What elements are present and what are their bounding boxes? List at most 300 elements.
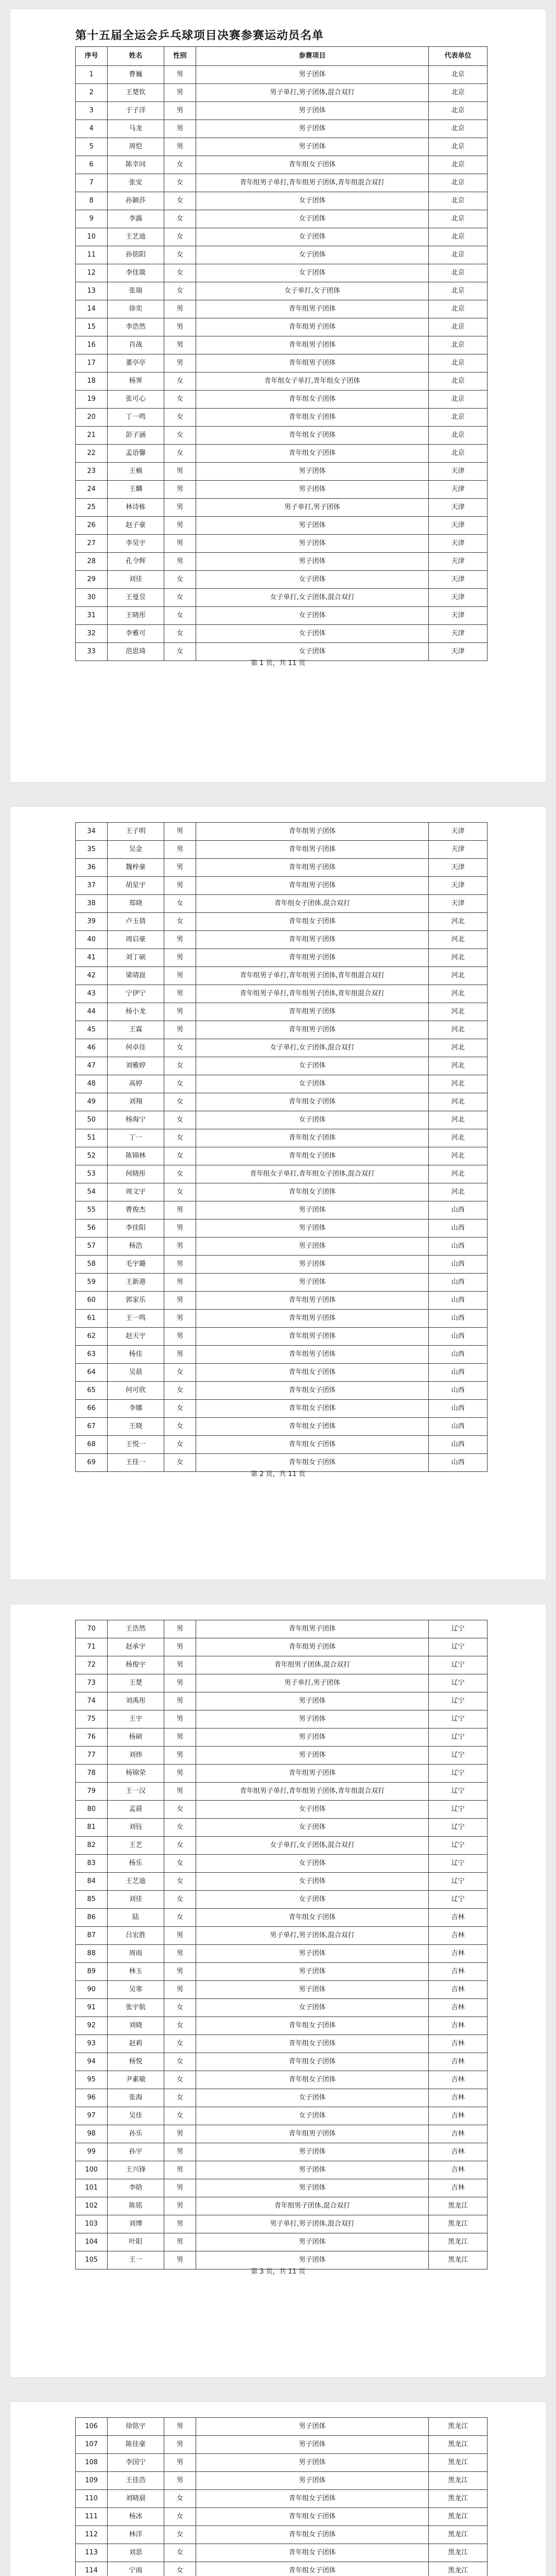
col-sex: 女 [164, 192, 196, 210]
col-events: 男子团体 [196, 2251, 429, 2269]
col-events: 男子团体 [196, 2454, 429, 2472]
col-number: 16 [76, 336, 108, 354]
document-page [10, 9, 546, 782]
col-sex: 女 [164, 246, 196, 264]
col-delegation: 辽宁 [429, 1891, 488, 1909]
col-delegation: 山西 [429, 1274, 488, 1292]
col-sex: 女 [164, 2053, 196, 2071]
col-events: 男子团体 [196, 481, 429, 499]
col-delegation: 北京 [429, 246, 488, 264]
col-name: 张宇航 [108, 1999, 164, 2017]
col-events: 青年组女子单打,青年组女子团体,混合双打 [196, 1165, 429, 1183]
col-events: 女子单打,女子团体,混合双打 [196, 1837, 429, 1855]
col-name: 刘禹彤 [108, 1692, 164, 1710]
col-number: 55 [76, 1201, 108, 1219]
col-delegation: 北京 [429, 138, 488, 156]
col-sex: 男 [164, 877, 196, 895]
column-header-events: 参赛项目 [196, 47, 429, 66]
col-events: 女子团体 [196, 2089, 429, 2107]
col-sex: 女 [164, 156, 196, 174]
col-delegation: 辽宁 [429, 1638, 488, 1656]
col-number: 114 [76, 2562, 108, 2576]
col-delegation: 辽宁 [429, 1819, 488, 1837]
col-events: 女子团体 [196, 210, 429, 228]
col-sex: 女 [164, 1111, 196, 1129]
column-header-sex: 性别 [164, 47, 196, 66]
col-number: 15 [76, 318, 108, 336]
col-sex: 男 [164, 2161, 196, 2179]
col-sex: 男 [164, 1783, 196, 1801]
col-number: 56 [76, 1219, 108, 1238]
col-sex: 男 [164, 1003, 196, 1021]
col-events: 女子单打,女子团体 [196, 282, 429, 300]
table-row [76, 120, 488, 138]
col-number: 29 [76, 571, 108, 589]
table-row [76, 913, 488, 931]
col-events: 青年组女子团体 [196, 409, 429, 427]
roster-table [75, 822, 488, 1472]
col-number: 107 [76, 2436, 108, 2454]
col-events: 男子团体 [196, 1728, 429, 1747]
col-number: 52 [76, 1147, 108, 1165]
table-row [76, 1400, 488, 1418]
col-sex: 女 [164, 282, 196, 300]
col-name: 王晓 [108, 1418, 164, 1436]
col-name: 杨冰 [108, 2508, 164, 2526]
col-events: 女子团体 [196, 1075, 429, 1093]
col-events: 男子团体 [196, 535, 429, 553]
col-name: 李晗 [108, 2179, 164, 2197]
col-number: 22 [76, 445, 108, 463]
col-name: 李佳阳 [108, 1219, 164, 1238]
col-sex: 男 [164, 967, 196, 985]
table-row [76, 2526, 488, 2544]
col-delegation: 黑龙江 [429, 2197, 488, 2215]
table-row [76, 2418, 488, 2436]
col-sex: 女 [164, 607, 196, 625]
col-delegation: 辽宁 [429, 1656, 488, 1674]
col-delegation: 河北 [429, 967, 488, 985]
col-delegation: 河北 [429, 1003, 488, 1021]
col-delegation: 黑龙江 [429, 2544, 488, 2562]
col-number: 6 [76, 156, 108, 174]
col-delegation: 北京 [429, 445, 488, 463]
col-number: 62 [76, 1328, 108, 1346]
table-row [76, 1747, 488, 1765]
table-row [76, 1927, 488, 1945]
table-row [76, 499, 488, 517]
col-sex: 男 [164, 2472, 196, 2490]
table-row [76, 2017, 488, 2035]
table-row [76, 84, 488, 102]
table-row [76, 1310, 488, 1328]
col-name: 孙铭阳 [108, 246, 164, 264]
col-name: 刘佳 [108, 571, 164, 589]
col-number: 97 [76, 2107, 108, 2125]
col-delegation: 北京 [429, 120, 488, 138]
col-number: 20 [76, 409, 108, 427]
table-row [76, 463, 488, 481]
col-number: 103 [76, 2215, 108, 2233]
col-name: 杨浩 [108, 1238, 164, 1256]
col-number: 17 [76, 354, 108, 372]
col-events: 男子团体 [196, 2436, 429, 2454]
col-delegation: 辽宁 [429, 1837, 488, 1855]
col-number: 33 [76, 643, 108, 661]
table-row [76, 1201, 488, 1219]
table-row [76, 1057, 488, 1075]
col-sex: 女 [164, 2526, 196, 2544]
col-delegation: 辽宁 [429, 1801, 488, 1819]
col-sex: 女 [164, 427, 196, 445]
col-delegation: 天津 [429, 499, 488, 517]
col-delegation: 北京 [429, 264, 488, 282]
col-name: 杨霁 [108, 372, 164, 391]
col-delegation: 河北 [429, 1039, 488, 1057]
col-sex: 女 [164, 2035, 196, 2053]
col-name: 王霖 [108, 1021, 164, 1039]
table-row [76, 1021, 488, 1039]
col-number: 26 [76, 517, 108, 535]
col-delegation: 北京 [429, 409, 488, 427]
col-delegation: 天津 [429, 643, 488, 661]
col-sex: 男 [164, 985, 196, 1003]
table-row [76, 427, 488, 445]
col-events: 男子单打,男子团体 [196, 499, 429, 517]
table-row [76, 841, 488, 859]
col-sex: 男 [164, 1692, 196, 1710]
col-delegation: 吉林 [429, 2125, 488, 2143]
col-sex: 女 [164, 1999, 196, 2017]
col-delegation: 吉林 [429, 1945, 488, 1963]
col-delegation: 辽宁 [429, 1620, 488, 1638]
col-name: 刘博 [108, 2215, 164, 2233]
col-number: 14 [76, 300, 108, 318]
col-name: 杨锦荣 [108, 1765, 164, 1783]
col-name: 杨硕 [108, 1728, 164, 1747]
col-events: 青年组男子团体 [196, 1620, 429, 1638]
col-number: 63 [76, 1346, 108, 1364]
roster-table [75, 46, 488, 661]
col-events: 青年组女子团体 [196, 1093, 429, 1111]
table-header-row [76, 47, 488, 66]
col-number: 87 [76, 1927, 108, 1945]
col-sex: 女 [164, 1891, 196, 1909]
col-sex: 女 [164, 1837, 196, 1855]
col-sex: 男 [164, 2233, 196, 2251]
col-events: 青年组女子团体 [196, 1418, 429, 1436]
col-events: 青年组男子团体 [196, 823, 429, 841]
col-delegation: 山西 [429, 1292, 488, 1310]
col-name: 孙颖莎 [108, 192, 164, 210]
col-name: 王一汉 [108, 1783, 164, 1801]
col-number: 92 [76, 2017, 108, 2035]
col-sex: 男 [164, 1274, 196, 1292]
col-events: 青年组女子团体 [196, 2508, 429, 2526]
col-delegation: 北京 [429, 66, 488, 84]
table-row [76, 2053, 488, 2071]
col-events: 青年组男子团体,混合双打 [196, 1656, 429, 1674]
col-sex: 女 [164, 1382, 196, 1400]
col-number: 91 [76, 1999, 108, 2017]
col-name: 陈锦林 [108, 1147, 164, 1165]
col-number: 77 [76, 1747, 108, 1765]
col-events: 女子团体 [196, 228, 429, 246]
table-row [76, 372, 488, 391]
col-name: 曹巍 [108, 66, 164, 84]
col-number: 53 [76, 1165, 108, 1183]
col-delegation: 吉林 [429, 2143, 488, 2161]
col-events: 青年组男子团体 [196, 1292, 429, 1310]
col-sex: 男 [164, 1638, 196, 1656]
table-row [76, 246, 488, 264]
col-number: 85 [76, 1891, 108, 1909]
table-row [76, 1710, 488, 1728]
col-name: 徐奕 [108, 300, 164, 318]
col-events: 男子团体 [196, 102, 429, 120]
col-number: 80 [76, 1801, 108, 1819]
col-number: 49 [76, 1093, 108, 1111]
col-name: 张可心 [108, 391, 164, 409]
col-number: 112 [76, 2526, 108, 2544]
col-delegation: 天津 [429, 481, 488, 499]
col-number: 9 [76, 210, 108, 228]
col-name: 张安 [108, 174, 164, 192]
col-number: 19 [76, 391, 108, 409]
col-delegation: 天津 [429, 463, 488, 481]
col-number: 50 [76, 1111, 108, 1129]
col-sex: 男 [164, 535, 196, 553]
col-number: 61 [76, 1310, 108, 1328]
col-sex: 男 [164, 300, 196, 318]
col-events: 女子团体 [196, 264, 429, 282]
col-events: 男子单打,男子团体,混合双打 [196, 2215, 429, 2233]
col-events: 男子团体 [196, 66, 429, 84]
col-delegation: 黑龙江 [429, 2490, 488, 2508]
table-row [76, 1219, 488, 1238]
table-row [76, 625, 488, 643]
col-number: 46 [76, 1039, 108, 1057]
col-name: 孙宇 [108, 2143, 164, 2161]
table-row [76, 2215, 488, 2233]
col-delegation: 吉林 [429, 2071, 488, 2089]
table-row [76, 1855, 488, 1873]
table-row [76, 2071, 488, 2089]
col-sex: 女 [164, 1075, 196, 1093]
col-events: 男子团体 [196, 2161, 429, 2179]
col-sex: 女 [164, 2089, 196, 2107]
table-row [76, 1801, 488, 1819]
col-number: 27 [76, 535, 108, 553]
col-events: 女子团体 [196, 1891, 429, 1909]
col-events: 青年组男子团体 [196, 354, 429, 372]
col-number: 13 [76, 282, 108, 300]
col-sex: 男 [164, 2125, 196, 2143]
col-sex: 女 [164, 2508, 196, 2526]
col-sex: 男 [164, 1310, 196, 1328]
col-name: 刘佳 [108, 1891, 164, 1909]
column-header-number: 序号 [76, 47, 108, 66]
page-number-footer: 第 1 页，共 11 页 [250, 659, 306, 667]
table-row [76, 156, 488, 174]
col-name: 林玉 [108, 1963, 164, 1981]
col-delegation: 天津 [429, 625, 488, 643]
col-events: 男子单打,男子团体 [196, 1674, 429, 1692]
col-sex: 男 [164, 841, 196, 859]
col-delegation: 辽宁 [429, 1873, 488, 1891]
col-number: 95 [76, 2071, 108, 2089]
col-name: 王浩然 [108, 1620, 164, 1638]
col-delegation: 吉林 [429, 2179, 488, 2197]
table-row [76, 1909, 488, 1927]
col-name: 杨俊宇 [108, 1656, 164, 1674]
col-number: 98 [76, 2125, 108, 2143]
col-delegation: 山西 [429, 1201, 488, 1219]
col-sex: 男 [164, 138, 196, 156]
table-row [76, 1238, 488, 1256]
table-row [76, 1147, 488, 1165]
col-number: 3 [76, 102, 108, 120]
col-events: 青年组男子团体 [196, 931, 429, 949]
col-events: 女子团体 [196, 192, 429, 210]
col-sex: 女 [164, 264, 196, 282]
col-events: 青年组女子团体 [196, 1436, 429, 1454]
col-events: 女子团体 [196, 1999, 429, 2017]
col-number: 105 [76, 2251, 108, 2269]
col-name: 高婷 [108, 1075, 164, 1093]
col-events: 男子团体 [196, 1945, 429, 1963]
col-name: 周启豪 [108, 931, 164, 949]
roster-table [75, 2417, 488, 2576]
col-delegation: 河北 [429, 913, 488, 931]
col-sex: 男 [164, 2436, 196, 2454]
table-row [76, 967, 488, 985]
table-row [76, 1891, 488, 1909]
col-delegation: 天津 [429, 553, 488, 571]
col-events: 男子团体 [196, 2472, 429, 2490]
col-sex: 女 [164, 2107, 196, 2125]
col-name: 赵莉 [108, 2035, 164, 2053]
table-row [76, 2125, 488, 2143]
col-sex: 男 [164, 1674, 196, 1692]
col-events: 青年组男子团体 [196, 1021, 429, 1039]
col-sex: 女 [164, 228, 196, 246]
table-row [76, 571, 488, 589]
col-sex: 女 [164, 1855, 196, 1873]
col-events: 青年组女子团体 [196, 391, 429, 409]
col-delegation: 山西 [429, 1436, 488, 1454]
col-number: 58 [76, 1256, 108, 1274]
col-number: 110 [76, 2490, 108, 2508]
col-events: 青年组男子团体 [196, 300, 429, 318]
col-sex: 女 [164, 1093, 196, 1111]
table-row [76, 1346, 488, 1364]
col-sex: 男 [164, 1765, 196, 1783]
col-delegation: 北京 [429, 174, 488, 192]
col-sex: 男 [164, 1656, 196, 1674]
col-events: 青年组男子团体 [196, 1638, 429, 1656]
col-events: 青年组男子单打,青年组男子团体,青年组混合双打 [196, 985, 429, 1003]
col-sex: 男 [164, 481, 196, 499]
col-name: 王佳浩 [108, 2472, 164, 2490]
col-events: 青年组女子团体 [196, 2490, 429, 2508]
table-row [76, 1003, 488, 1021]
col-number: 43 [76, 985, 108, 1003]
col-name: 胡星宇 [108, 877, 164, 895]
col-number: 65 [76, 1382, 108, 1400]
col-name: 孟晨 [108, 1801, 164, 1819]
col-sex: 男 [164, 463, 196, 481]
col-delegation: 黑龙江 [429, 2251, 488, 2269]
col-delegation: 吉林 [429, 1963, 488, 1981]
col-events: 青年组女子团体 [196, 445, 429, 463]
table-row [76, 354, 488, 372]
table-row [76, 2197, 488, 2215]
col-delegation: 山西 [429, 1454, 488, 1472]
col-delegation: 北京 [429, 300, 488, 318]
col-delegation: 山西 [429, 1328, 488, 1346]
col-number: 37 [76, 877, 108, 895]
col-sex: 男 [164, 84, 196, 102]
col-sex: 女 [164, 2544, 196, 2562]
col-number: 109 [76, 2472, 108, 2490]
col-number: 24 [76, 481, 108, 499]
table-row [76, 481, 488, 499]
col-delegation: 吉林 [429, 1981, 488, 1999]
col-sex: 男 [164, 931, 196, 949]
col-name: 刘雅婷 [108, 1057, 164, 1075]
col-name: 吴寒 [108, 1981, 164, 1999]
col-events: 男子团体 [196, 2143, 429, 2161]
col-delegation: 黑龙江 [429, 2562, 488, 2576]
table-row [76, 517, 488, 535]
col-sex: 女 [164, 1909, 196, 1927]
col-events: 男子团体 [196, 463, 429, 481]
col-name: 赵天宇 [108, 1328, 164, 1346]
col-number: 108 [76, 2454, 108, 2472]
col-delegation: 山西 [429, 1364, 488, 1382]
col-name: 王宇 [108, 1710, 164, 1728]
col-name: 王艺迪 [108, 1873, 164, 1891]
col-name: 刘钰 [108, 1819, 164, 1837]
table-row [76, 2562, 488, 2576]
col-sex: 女 [164, 210, 196, 228]
col-name: 王一 [108, 2251, 164, 2269]
col-sex: 女 [164, 643, 196, 661]
col-sex: 女 [164, 1147, 196, 1165]
table-row [76, 1111, 488, 1129]
col-sex: 男 [164, 1728, 196, 1747]
col-events: 男子团体 [196, 517, 429, 535]
table-row [76, 535, 488, 553]
col-events: 男子团体 [196, 1219, 429, 1238]
col-events: 青年组男子团体 [196, 1765, 429, 1783]
col-events: 男子团体 [196, 2179, 429, 2197]
col-name: 陈佳豪 [108, 2436, 164, 2454]
col-number: 69 [76, 1454, 108, 1472]
col-number: 100 [76, 2161, 108, 2179]
col-number: 47 [76, 1057, 108, 1075]
col-sex: 女 [164, 1165, 196, 1183]
col-number: 45 [76, 1021, 108, 1039]
col-sex: 男 [164, 1710, 196, 1728]
col-events: 女子团体 [196, 643, 429, 661]
document-page [10, 807, 546, 1580]
col-number: 2 [76, 84, 108, 102]
col-events: 青年组男子团体 [196, 318, 429, 336]
col-events: 青年组女子团体 [196, 1183, 429, 1201]
col-number: 99 [76, 2143, 108, 2161]
